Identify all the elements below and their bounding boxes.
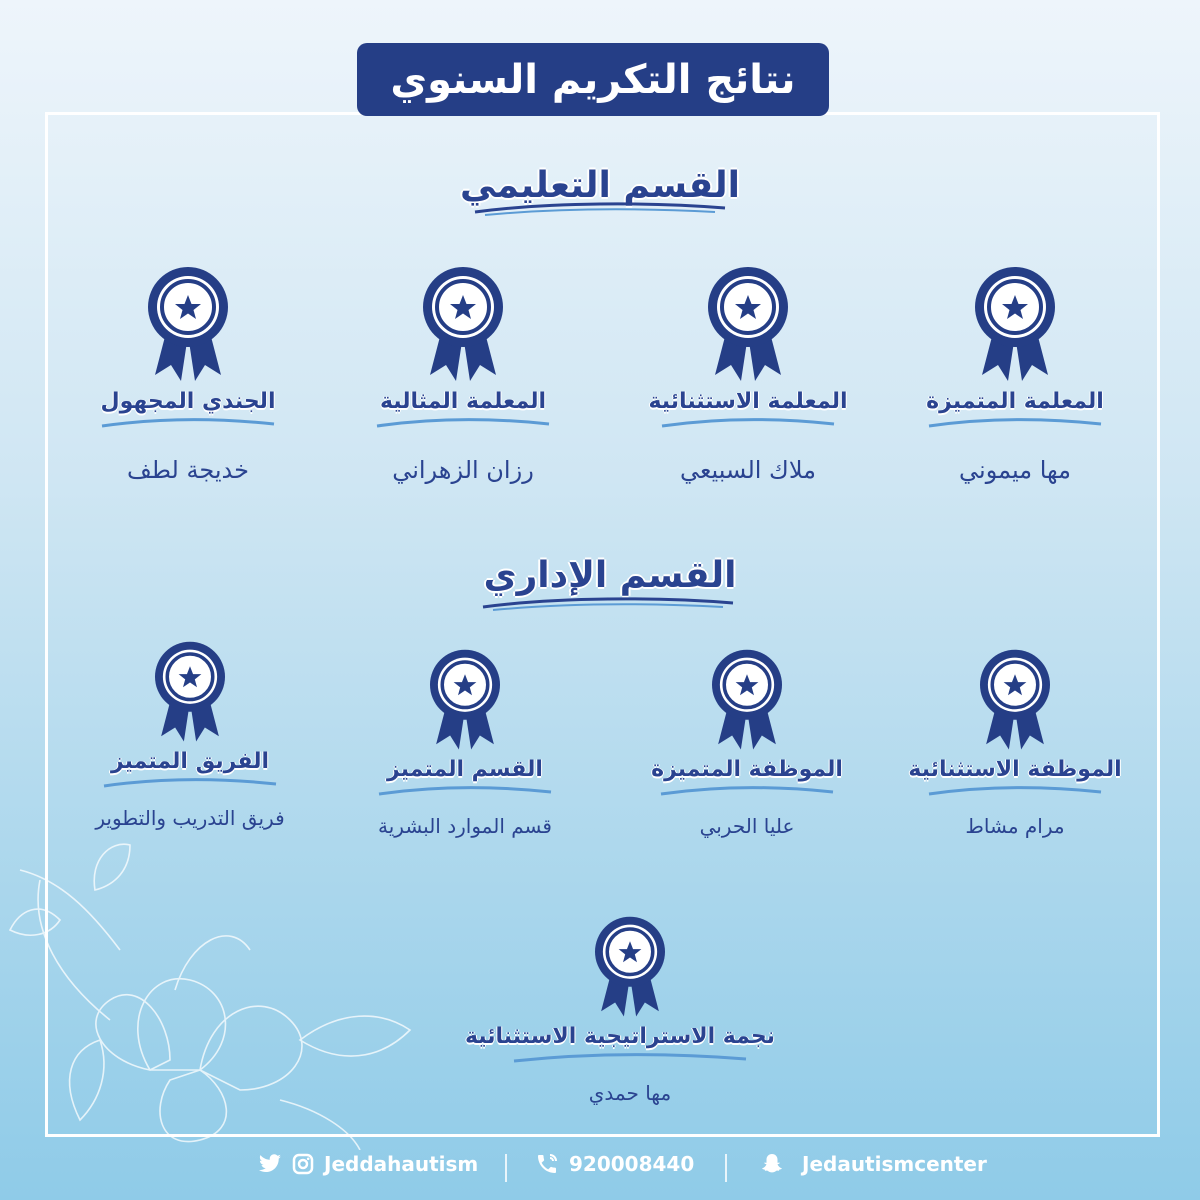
award-recipient: مها ميموني: [959, 456, 1071, 484]
award-ribbon-icon: [975, 648, 1055, 753]
award-card: [60, 640, 320, 830]
phone-number: 920008440: [569, 1152, 695, 1176]
award-title: نجمة الاستراتيجية الاستثنائية: [464, 1024, 775, 1049]
award-ribbon-icon: [425, 648, 505, 753]
award-ribbon-icon: [590, 915, 670, 1020]
award-title: الجندي المجهول: [100, 389, 276, 414]
award-title: المعلمة المتميزة: [926, 389, 1104, 414]
section-title-administrative: القسم الإداري: [483, 555, 737, 596]
footer-separator: [725, 1154, 727, 1182]
twitter-icon: [258, 1154, 282, 1174]
award-card: [617, 648, 877, 838]
award-card: [333, 265, 593, 484]
award-title: المعلمة الاستثنائية: [648, 389, 848, 414]
snapchat-icon: [760, 1152, 784, 1176]
award-card: [464, 915, 775, 1105]
award-underline: [373, 418, 553, 430]
section-title-educational: القسم التعليمي: [460, 165, 740, 206]
award-underline: [375, 786, 555, 798]
award-recipient: رزان الزهراني: [392, 456, 534, 484]
award-card: [885, 648, 1145, 838]
award-ribbon-icon: [418, 265, 508, 385]
award-title: الموظفة المتميزة: [651, 757, 843, 782]
phone-icon: [535, 1152, 559, 1176]
snapchat-handle: Jedautismcenter: [802, 1152, 987, 1176]
page-title: نتائج التكريم السنوي: [357, 43, 829, 116]
award-recipient: قسم الموارد البشرية: [378, 814, 552, 838]
snapchat-item[interactable]: [760, 1152, 987, 1176]
award-card: [335, 648, 595, 838]
award-recipient: مها حمدي: [588, 1081, 672, 1105]
award-title: القسم المتميز: [387, 757, 543, 782]
award-title: الموظفة الاستثنائية: [908, 757, 1122, 782]
section-underline: [470, 200, 730, 218]
award-title: المعلمة المثالية: [379, 389, 547, 414]
award-recipient: ملاك السبيعي: [679, 456, 817, 484]
footer: [0, 1140, 1200, 1200]
section-underline: [478, 595, 738, 613]
social-handle-text: Jeddahautism: [324, 1152, 479, 1176]
award-ribbon-icon: [150, 640, 230, 745]
award-recipient: عليا الحربي: [699, 814, 795, 838]
award-underline: [925, 418, 1105, 430]
award-card: [58, 265, 318, 484]
award-underline: [98, 418, 278, 430]
award-ribbon-icon: [703, 265, 793, 385]
award-recipient: فريق التدريب والتطوير: [95, 806, 285, 830]
award-underline: [925, 786, 1105, 798]
phone-item[interactable]: [535, 1152, 694, 1176]
award-title: الفريق المتميز: [110, 749, 270, 774]
award-underline: [658, 418, 838, 430]
award-card: [885, 265, 1145, 484]
award-ribbon-icon: [970, 265, 1060, 385]
award-underline: [657, 786, 837, 798]
footer-separator: [505, 1154, 507, 1182]
award-recipient: خديجة لطف: [127, 456, 249, 484]
award-card: [618, 265, 878, 484]
award-underline: [100, 778, 280, 790]
social-handle-item[interactable]: [258, 1152, 478, 1176]
award-ribbon-icon: [707, 648, 787, 753]
award-ribbon-icon: [143, 265, 233, 385]
award-underline: [510, 1053, 750, 1065]
award-recipient: مرام مشاط: [965, 814, 1065, 838]
instagram-icon: [292, 1153, 314, 1175]
